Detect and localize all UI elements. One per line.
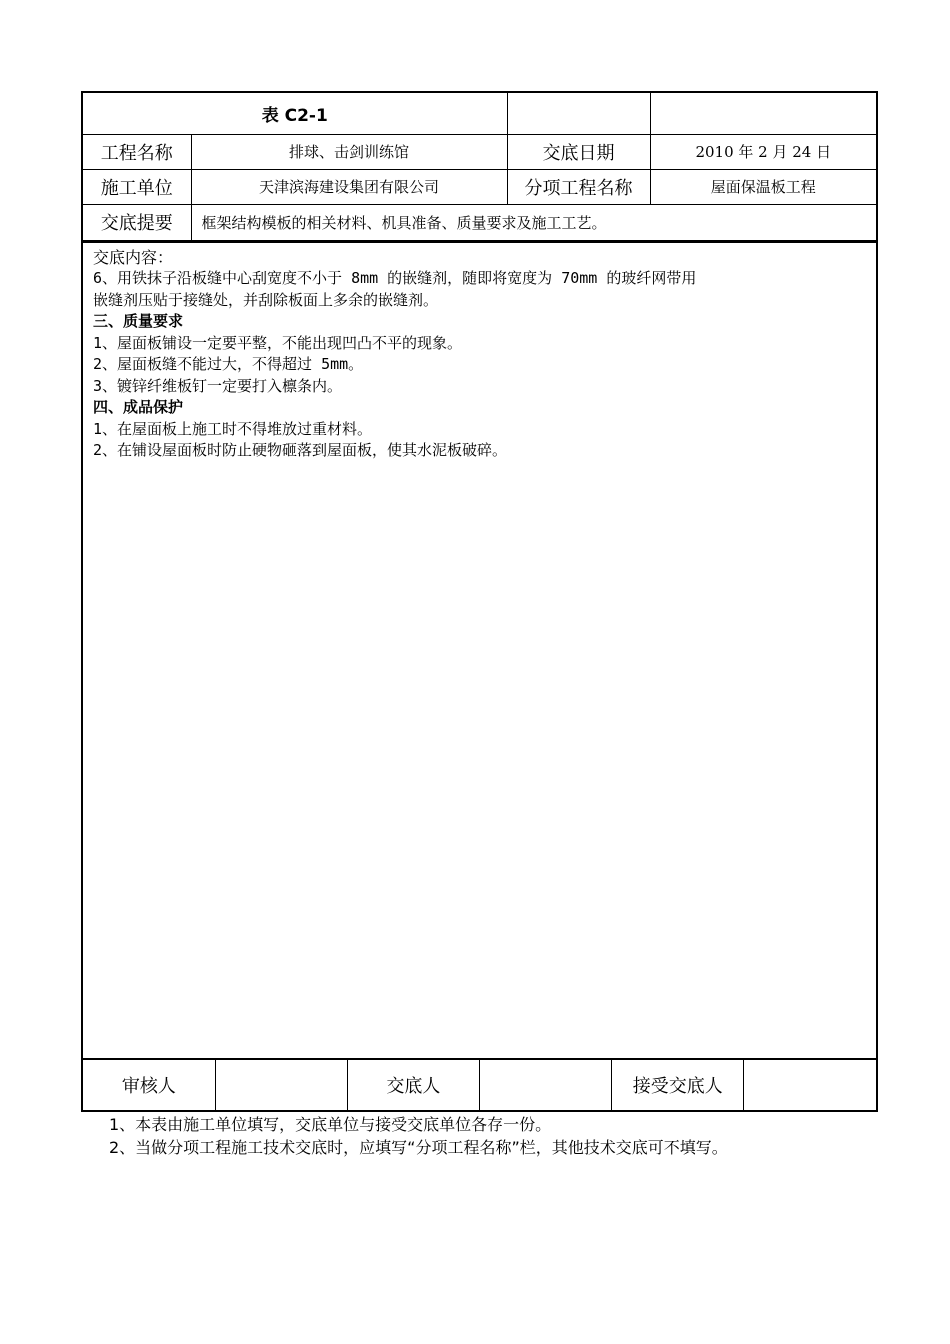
footnotes <box>109 1113 728 1159</box>
summary-label: 交底提要 <box>83 204 191 240</box>
date-label: 交底日期 <box>507 134 650 169</box>
unit-label: 施工单位 <box>83 169 191 204</box>
section-title-quality: 三、质量要求 <box>93 312 184 330</box>
form-code: 表 C2-1 <box>83 93 507 134</box>
content-line: 1、屋面板铺设一定要平整，不能出现凹凸不平的现象。 <box>93 333 463 352</box>
content-line: 嵌缝剂压贴于接缝处，并刮除板面上多余的嵌缝剂。 <box>93 290 439 309</box>
disclosure-content <box>83 241 876 1058</box>
date-value: 2010 年 2 月 24 日 <box>650 134 876 169</box>
footnote: 1、本表由施工单位填写，交底单位与接受交底单位各存一份。 <box>109 1115 552 1134</box>
receiver-signature-field[interactable] <box>744 1059 876 1110</box>
unit-value: 天津滨海建设集团有限公司 <box>191 169 507 204</box>
header-table <box>83 93 876 241</box>
section-title-protection: 四、成品保护 <box>93 398 184 416</box>
subproject-value: 屋面保温板工程 <box>650 169 876 204</box>
content-line: 3、镀锌纤维板钉一定要打入檩条内。 <box>93 376 343 395</box>
content-line: 2、屋面板缝不能过大，不得超过 5mm。 <box>93 355 364 373</box>
project-name-label: 工程名称 <box>83 134 191 169</box>
disclosure-form <box>81 91 878 1112</box>
discloser-label: 交底人 <box>347 1059 479 1110</box>
receiver-label: 接受交底人 <box>612 1059 744 1110</box>
content-line: 2、在铺设屋面板时防止硬物砸落到屋面板，使其水泥板破碎。 <box>93 441 508 459</box>
signature-table <box>83 1058 876 1110</box>
subproject-label: 分项工程名称 <box>507 169 650 204</box>
content-heading: 交底内容： <box>93 247 174 267</box>
discloser-signature-field[interactable] <box>479 1059 611 1110</box>
reviewer-signature-field[interactable] <box>215 1059 347 1110</box>
empty-cell <box>507 93 650 134</box>
content-line: 1、在屋面板上施工时不得堆放过重材料。 <box>93 419 373 438</box>
project-name-value: 排球、击剑训练馆 <box>191 134 507 169</box>
reviewer-label: 审核人 <box>121 1075 176 1097</box>
summary-value: 框架结构模板的相关材料、机具准备、质量要求及施工工艺。 <box>191 204 876 240</box>
empty-cell <box>650 93 876 134</box>
footnote: 2、当做分项工程施工技术交底时，应填写“分项工程名称”栏，其他技术交底可不填写。 <box>109 1138 728 1157</box>
content-line: 6、用铁抹子沿板缝中心刮宽度不小于 8mm 的嵌缝剂，随即将宽度为 70mm 的玻纤网带用 <box>93 269 697 287</box>
